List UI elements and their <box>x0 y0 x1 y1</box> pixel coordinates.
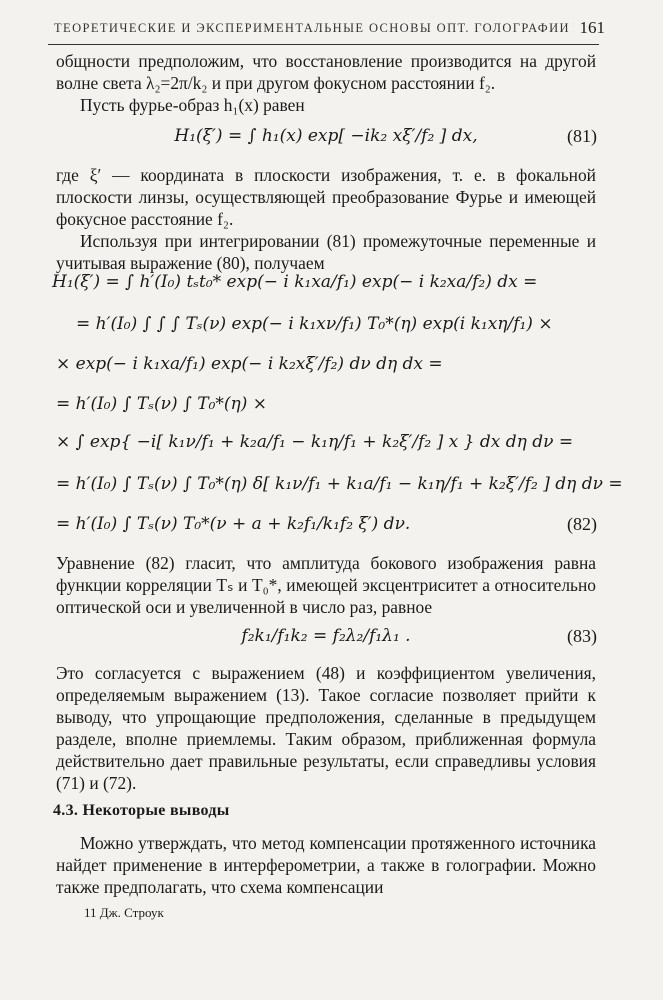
paragraph-7: Можно утверждать, что метод компенсации протяженного источника найдет применение в интерферометрии, а также в голографии. Можно также предполагать, что схема компенсации <box>56 833 596 897</box>
page-number: 161 <box>579 18 605 37</box>
page-header <box>48 18 605 45</box>
equation-83-number: (83) <box>567 626 597 646</box>
section-heading: 4.3. Некоторые выводы <box>53 802 230 819</box>
equation-82-line: = h′(I₀) ∫ Tₛ(ν) ∫ T₀*(η) δ[ k₁ν/f₁ + k₁a/f₁ − k₁η/f₁ + k₂ξ′/f₂ ] dη dν = <box>56 474 623 494</box>
footer-signature: 11 Дж. Строук <box>84 905 164 920</box>
equation-82-number: (82) <box>567 514 597 534</box>
equation-82-line: × ∫ exp{ −i[ k₁ν/f₁ + k₂a/f₁ − k₁η/f₁ + k₂ξ′/f₂ ] x } dx dη dν = <box>56 432 574 452</box>
running-title: ТЕОРЕТИЧЕСКИЕ И ЭКСПЕРИМЕНТАЛЬНЫЕ ОСНОВЫ ОПТ. ГОЛОГРАФИИ <box>54 21 570 35</box>
equation-83: f₂k₁/f₁k₂ = f₂λ₂/f₁λ₁ . <box>241 626 411 646</box>
equation-82-line: H₁(ξ′) = ∫ h′(I₀) tₛt₀* exp(− i k₁xa/f₁) exp(− i k₂xa/f₂) dx = <box>52 272 538 292</box>
equation-82-line: × exp(− i k₁xa/f₁) exp(− i k₂xξ′/f₂) dν dη dx = <box>56 354 443 374</box>
paragraph-1: общности предположим, что восстановление производится на другой волне света λ₂=2π/k₂ и при другом фокусном расстоянии f₂. <box>56 51 596 93</box>
paragraph-2: Пусть фурье-образ h₁(x) равен <box>80 95 305 115</box>
equation-82-line: = h′(I₀) ∫ Tₛ(ν) ∫ T₀*(η) × <box>56 394 267 414</box>
paragraph-6: Это согласуется с выражением (48) и коэффициентом увеличения, определяемым выражением (13). Такое согласие позволяет прийти к выводу, что упрощающие предположения, сделанные в предыдущем разделе, вполне приемлемы. Таким образом, приближенная формула действительно дает правильные результаты, если справедливы условия (71) и (72). <box>56 663 596 793</box>
equation-82-line: = h′(I₀) ∫ Tₛ(ν) T₀*(ν + a + k₂f₁/k₁f₂ ξ′) dν. <box>56 514 411 534</box>
paragraph-4: Используя при интегрировании (81) промежуточные переменные и учитывая выражение (80), получаем <box>56 231 596 273</box>
equation-81-number: (81) <box>567 126 597 146</box>
paragraph-3: где ξ′ — координата в плоскости изображения, т. е. в фокальной плоскости линзы, осуществляющей преобразование Фурье и имеющей фокусное расстояние f₂. <box>56 165 596 229</box>
equation-81: H₁(ξ′) = ∫ h₁(x) exp[ −ik₂ xξ′/f₂ ] dx, <box>174 126 478 146</box>
paragraph-5: Уравнение (82) гласит, что амплитуда бокового изображения равна функции корреляции Tₛ и T₀*, имеющей эксцентриситет a относительно оптической оси и увеличенной в число раз, равное <box>56 553 596 617</box>
equation-82-line: = h′(I₀) ∫ ∫ ∫ Tₛ(ν) exp(− i k₁xν/f₁) T₀*(η) exp(i k₁xη/f₁) × <box>76 314 553 334</box>
